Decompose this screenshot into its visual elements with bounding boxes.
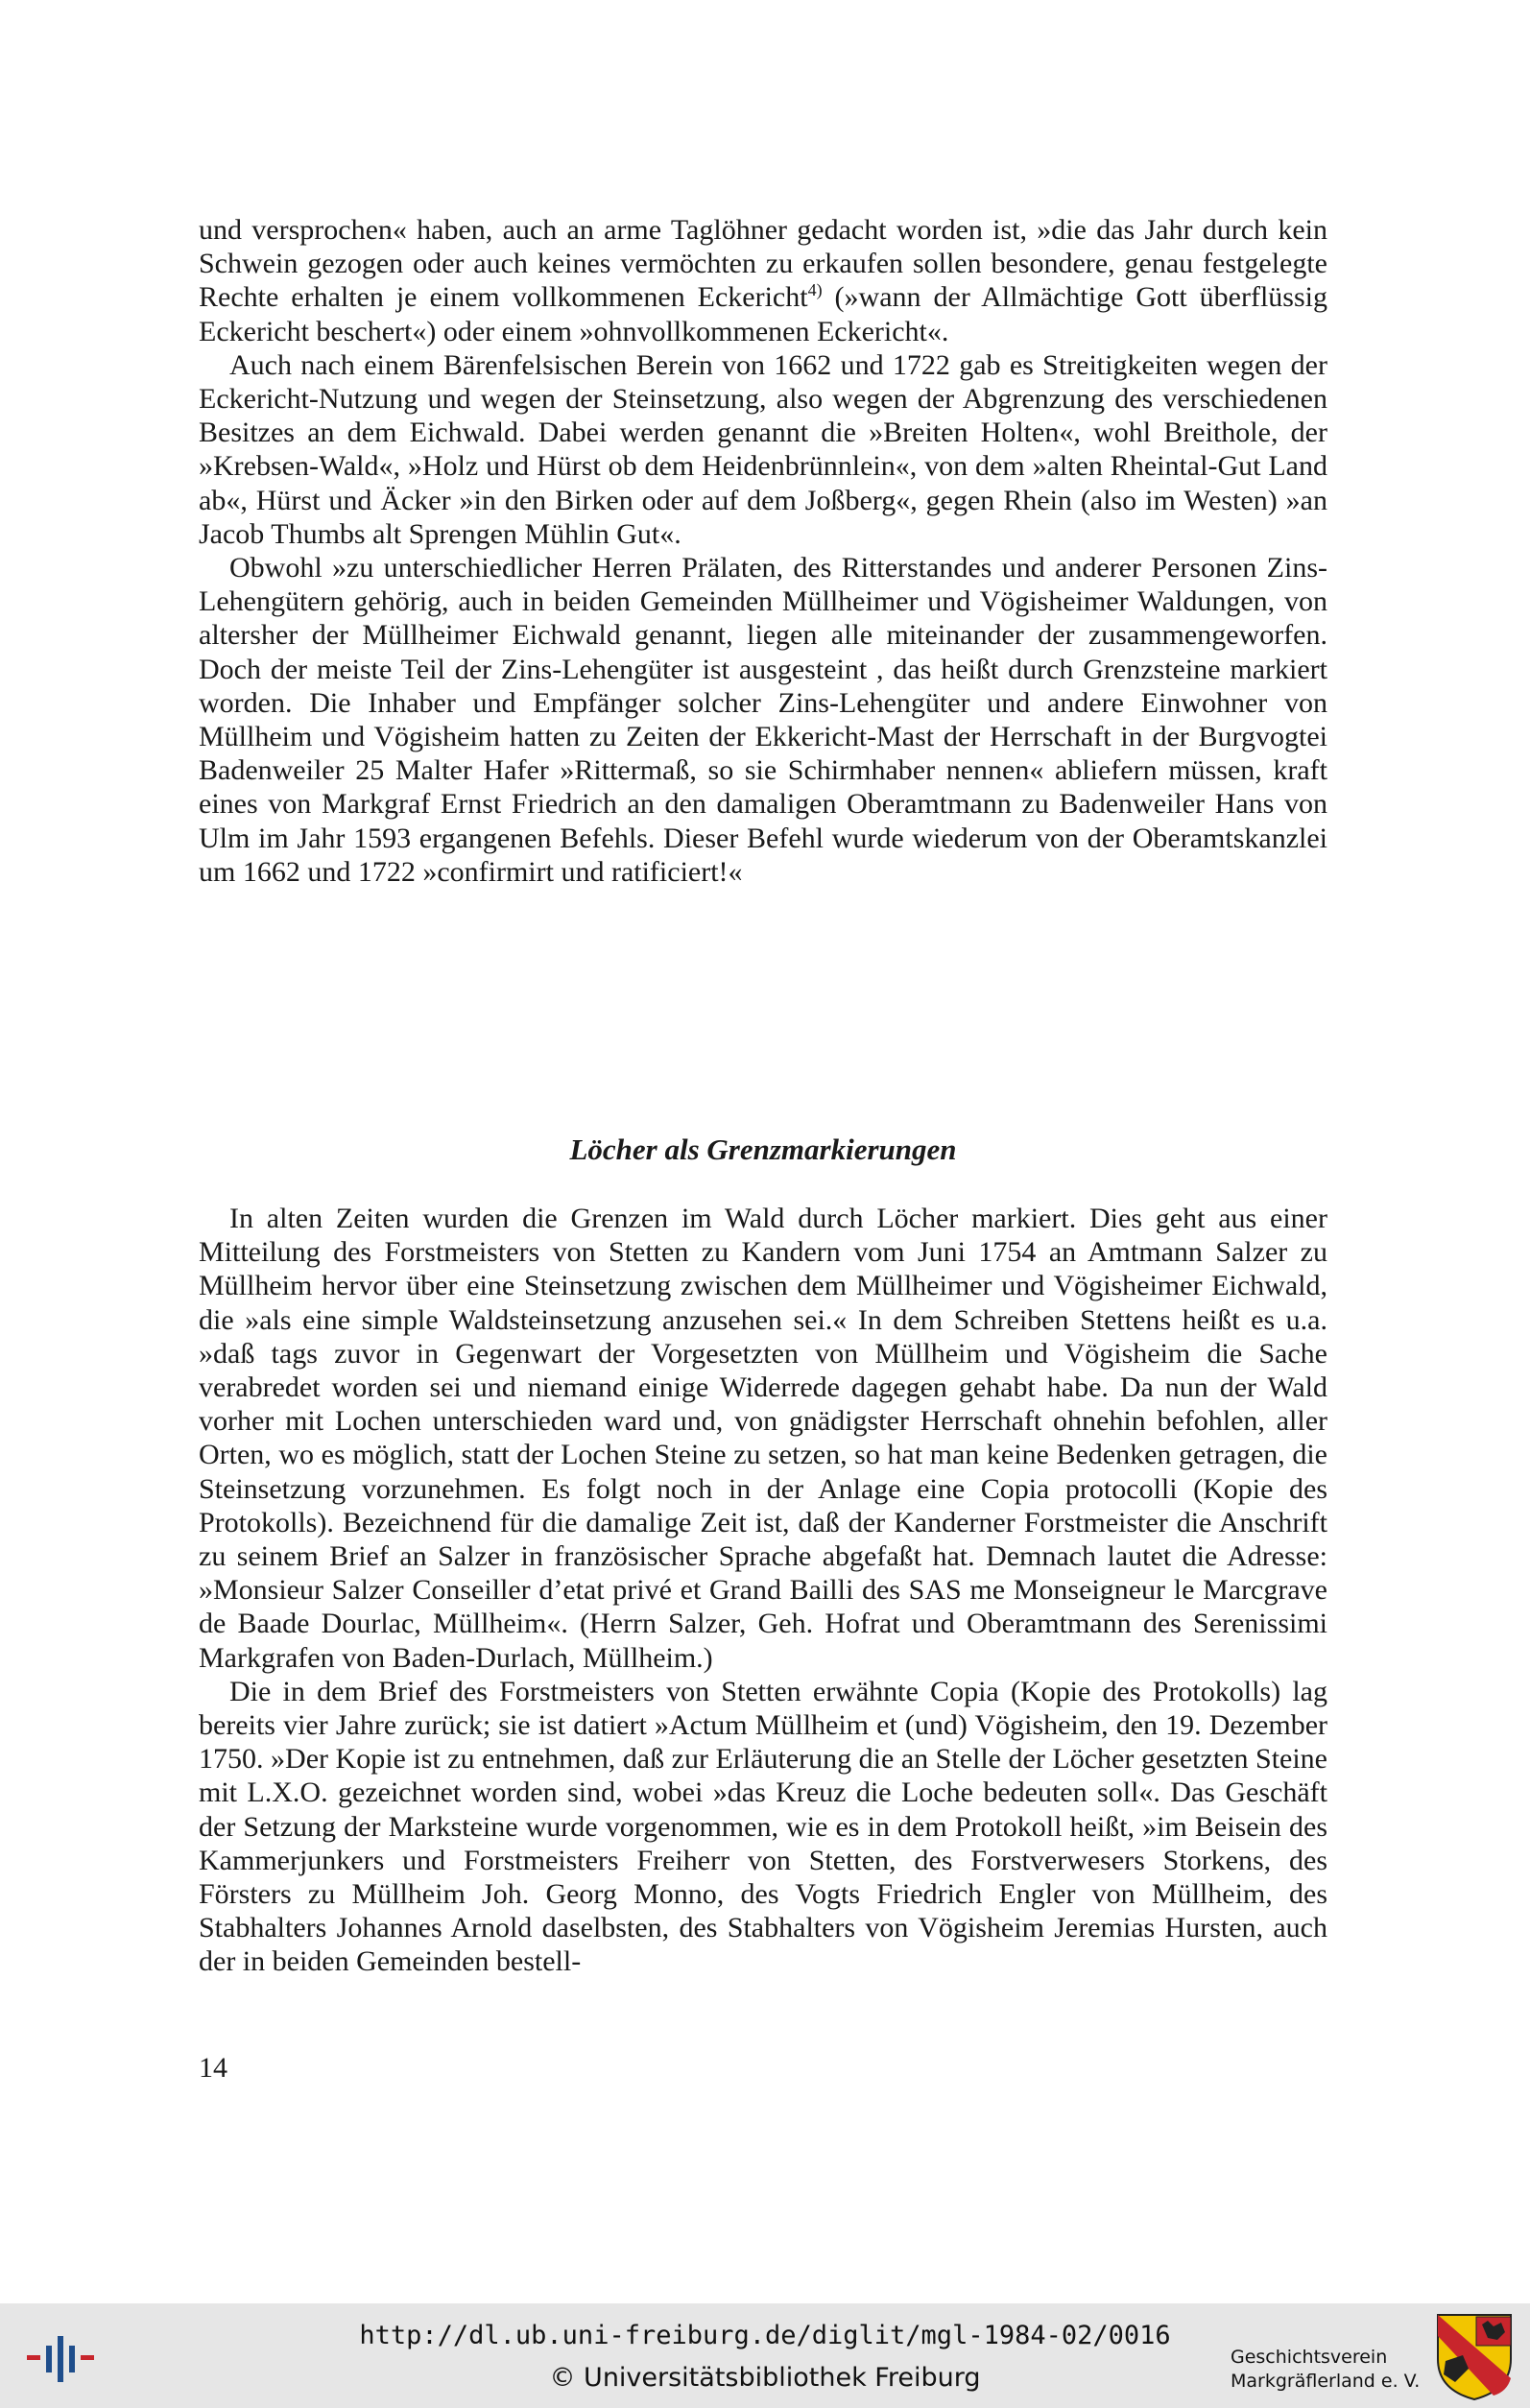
paragraph-3: Obwohl »zu unterschiedlicher Herren Prälaten, des Ritterstandes und anderer Personen Zins-Lehengütern gehörig, auch in beiden Gemeinden Müllheimer und Vögisheimer Waldungen, von altersher der Müllheimer Eichwald genannt, liegen alle miteinander der zusammengeworfen. Doch der meiste Teil der Zins-Lehengüter ist ausgesteint , das heißt durch Grenzsteine markiert worden. Die Inhaber und Empfänger solcher Zins-Lehengüter und andere Einwohner von Müllheim und Vögisheim hatten zu Zeiten der Ekkericht-Mast der Herrschaft in der Burgvogtei Badenweiler 25 Malter Hafer »Rittermaß, so sie Schirmhaber nennen« abliefern müssen, kraft eines von Markgraf Ernst Friedrich an den damaligen Oberamtmann zu Badenweiler Hans von Ulm im Jahr 1593 ergangenen Befehls. Dieser Befehl wurde wiederum von der Oberamtskanzlei um 1662 und 1722 »confirmirt und ratificiert!«	[199, 552, 1327, 888]
society-line-2: Markgräflerland e. V.	[1231, 2371, 1421, 2392]
section-2	[199, 1202, 1327, 1979]
section-heading: Löcher als Grenzmarkierungen	[569, 1132, 957, 1166]
paragraph-5: Die in dem Brief des Forstmeisters von Stetten erwähnte Copia (Kopie des Protokolls) lag bereits vier Jahre zurück; sie ist datiert »Actum Müllheim et (und) Vögisheim, den 19. Dezember 1750. »Der Kopie ist zu entnehmen, daß zur Erläuterung die an Stelle der Löcher gesetzten Steine mit L.X.O. gezeichnet worden sind, wobei »das Kreuz die Loche bedeuten soll«. Das Geschäft der Setzung der Marksteine wurde vorgenommen, wie es in dem Protokoll heißt, »im Beisein des Kammerjunkers und Forstmeisters Freiherr von Stetten, des Forstverwesers Storkens, des Försters zu Müllheim Joh. Georg Monno, des Vogts Friedrich Engler von Müllheim, des Stabhalters Johannes Arnold daselbsten, des Stabhalters von Vögisheim Jeremias Hursten, auch der in beiden Gemeinden bestell-	[199, 1675, 1327, 1978]
coat-of-arms-icon[interactable]	[1434, 2311, 1515, 2401]
page-number: 14	[199, 2052, 227, 2084]
footer-society	[1231, 2346, 1420, 2394]
section-1	[199, 213, 1327, 889]
footer-copyright: © Universitätsbibliothek Freiburg	[549, 2363, 981, 2393]
footer-url-link[interactable]: http://dl.ub.uni-freiburg.de/diglit/mgl-1984-02/0016	[359, 2321, 1171, 2350]
footer-bar	[0, 2303, 1530, 2408]
footnote-mark[interactable]: 4)	[807, 280, 823, 300]
paragraph-2: Auch nach einem Bärenfelsischen Berein von 1662 und 1722 gab es Streitigkeiten wegen der Eckericht-Nutzung und wegen der Steinsetzung, also wegen der Abgrenzung des verschiedenen Besitzes an dem Eichwald. Dabei werden genannt die »Breiten Holten«, wohl Breithole, der »Krebsen-Wald«, »Holz und Hürst ob dem Heidenbrünnlein«, von dem »alten Rheintal-Gut Land ab«, Hürst und Äcker »in den Birken oder auf dem Joßberg«, gegen Rhein (also im Westen) »an Jacob Thumbs alt Sprengen Mühlin Gut«.	[199, 348, 1327, 550]
paragraph-1: und versprochen« haben, auch an arme Taglöhner gedacht worden ist, »die das Jahr durch kein Schwein gezogen oder auch keines vermöchten zu erkaufen sollen besondere, genau festgelegte Rechte erhalten je einem vollkommenen Eckericht$^{4)}$ (»wann der Allmächtige Gott überflüssig Eckericht beschert«) oder einem »ohnvollkommenen Eckericht«.	[199, 214, 1327, 347]
paragraph-4: In alten Zeiten wurden die Grenzen im Wald durch Löcher markiert. Dies geht aus einer Mitteilung des Forstmeisters von Stetten zu Kandern vom Juni 1754 an Amtmann Salzer zu Müllheim hervor über eine Steinsetzung zwischen dem Müllheimer und Vögisheimer Eichwald, die »als eine simple Waldsteinsetzung anzusehen sei.« In dem Schreiben Stettens heißt es u.a. »daß tags zuvor in Gegenwart der Vorgesetzten von Müllheim und Vögisheim die Sache verabredet worden sei und niemand einige Widerrede dagegen gehabt habe. Da nun der Wald vorher mit Lochen unterschieden ward und, von gnädigster Herrschaft ohnehin befohlen, aller Orten, wo es möglich, statt der Lochen Steine zu setzen, so hat man keine Bedenken getragen, die Steinsetzung vorzunehmen. Es folgt noch in der Anlage eine Copia protocolli (Kopie des Protokolls). Bezeichnend für die damalige Zeit ist, daß der Kanderner Forstmeister die Anschrift zu seinem Brief an Salzer in französischer Sprache abgefaßt hat. Demnach lautet die Adresse: »Monsieur Salzer Conseiller d’etat privé et Grand Bailli des SAS me Monseigneur le Marcgrave de Baade Dourlac, Müllheim«. (Herrn Salzer, Geh. Hofrat und Oberamtmann des Serenissimi Markgrafen von Baden-Durlach, Müllheim.)	[199, 1203, 1327, 1674]
society-line-1: Geschichtsverein	[1231, 2347, 1388, 2368]
